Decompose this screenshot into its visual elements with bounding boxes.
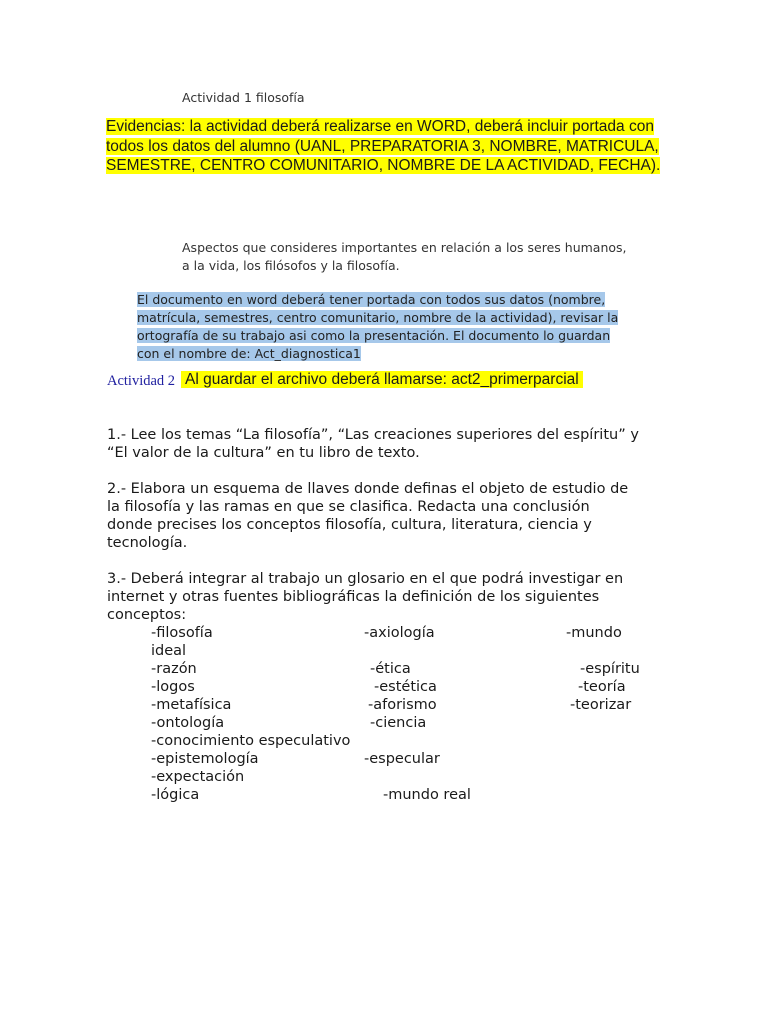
actividad2-note [181,371,583,389]
glossary-term: -espíritu [580,661,640,677]
glossary-term: -expectación [151,769,245,785]
document-title: Actividad 1 filosofía [182,90,305,105]
glossary-term: -teoría [578,679,626,695]
glossary-term: -estética [374,679,437,695]
glossary-term: -especular [364,751,440,767]
evidencias-paragraph [106,117,666,176]
glossary-term: -mundo real [383,787,471,803]
item1-line: 1.- Lee los temas “La filosofía”, “Las creaciones superiores del espíritu” y [107,427,639,443]
actividad2-note-highlight: Al guardar el archivo deberá llamarse: act2_primerparcial [181,371,583,388]
item2-line: 2.- Elabora un esquema de llaves donde definas el objeto de estudio de [107,481,629,497]
item3-line: conceptos: [107,607,187,623]
glossary-term: -teorizar [570,697,632,713]
glossary-term: -conocimiento especulativo [151,733,351,749]
evidencias-highlight: Evidencias: la actividad deberá realizarse en WORD, deberá incluir portada con todos los datos del alumno (UANL, PREPARATORIA 3, NOMBRE, MATRICULA, SEMESTRE, CENTRO COMUNITARIO, NOMBRE DE LA ACTIVIDAD, FECHA). [106,118,661,174]
item3-paragraph [107,570,623,624]
glossary-term: -ontología [151,715,225,731]
glossary-term: -ciencia [370,715,427,731]
item2-line: la filosofía y las ramas en que se clasifica. Redacta una conclusión [107,499,590,515]
glossary-term: -ética [370,661,411,677]
glossary-term: -logos [151,679,195,695]
item1-paragraph [107,426,639,462]
glossary-term: -metafísica [151,697,232,713]
glossary-term: -lógica [151,787,200,803]
documento-line: matrícula, semestres, centro comunitario, nombre de la actividad), revisar la [137,310,619,325]
item3-line: 3.- Deberá integrar al trabajo un glosario en el que podrá investigar en [107,571,624,587]
item1-line: “El valor de la cultura” en tu libro de texto. [107,445,420,461]
aspectos-paragraph [182,239,627,275]
glossary-term: -epistemología [151,751,259,767]
actividad2-label: Actividad 2 [107,373,176,389]
documento-line: ortografía de su trabajo asi como la presentación. El documento lo guardan [137,328,611,343]
documento-line: El documento en word deberá tener portada con todos sus datos (nombre, [137,292,606,307]
glossary-term: ideal [151,643,187,659]
documento-paragraph [137,291,618,363]
item2-paragraph [107,480,628,552]
aspectos-line: a la vida, los filósofos y la filosofía. [182,258,400,273]
glossary-term: -razón [151,661,197,677]
item2-line: donde precises los conceptos filosofía, cultura, literatura, ciencia y [107,517,592,533]
aspectos-line: Aspectos que consideres importantes en relación a los seres humanos, [182,240,627,255]
glossary-term: -aforismo [368,697,437,713]
glossary-term: -mundo [566,625,622,641]
glossary-term: -axiología [364,625,435,641]
glossary-term: -filosofía [151,625,213,641]
documento-line: con el nombre de: Act_diagnostica1 [137,346,361,361]
item2-line: tecnología. [107,535,188,551]
item3-line: internet y otras fuentes bibliográficas la definición de los siguientes [107,589,600,605]
